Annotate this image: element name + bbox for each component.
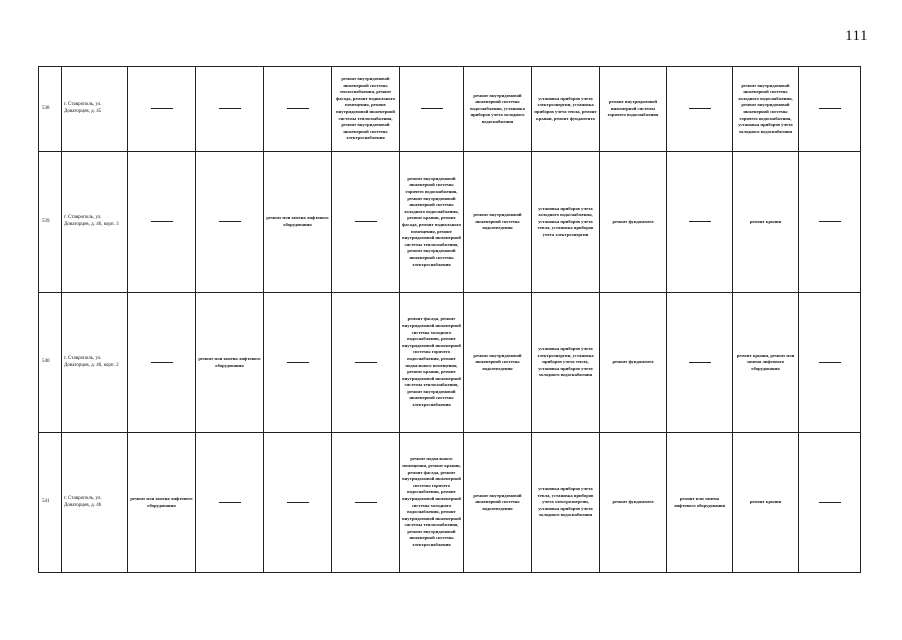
empty-dash-cell	[667, 67, 733, 152]
address-cell: г. Ставрополь, ул. Доваторцев, д. 46, корп. 3	[62, 152, 128, 293]
work-type-cell: ремонт внутридомовой инженерной системы водоотведения	[464, 293, 532, 433]
dash-mark	[287, 108, 309, 109]
address-cell: г. Ставрополь, ул. Доваторцев, д. 45	[62, 67, 128, 152]
work-type-cell: ремонт внутридомовой инженерной системы водоотведения	[464, 152, 532, 293]
empty-dash-cell	[196, 152, 264, 293]
work-type-cell: ремонт крыши	[733, 433, 799, 573]
dash-mark	[819, 502, 841, 503]
work-type-cell: установка приборов учета электроэнергии, установка приборов учета тепла, ремонт крыши, ремонт фундамента	[532, 67, 600, 152]
empty-dash-cell	[799, 67, 861, 152]
empty-dash-cell	[332, 152, 400, 293]
row-number: 540	[39, 293, 62, 433]
dash-mark	[151, 221, 173, 222]
dash-mark	[219, 221, 241, 222]
work-type-cell: установка приборов учета тепла, установка приборов учета электроэнергии, установка приборов учета холодного водоснабжения	[532, 433, 600, 573]
empty-dash-cell	[332, 293, 400, 433]
work-type-cell: установка приборов учета электроэнергии, установка приборов учета тепла, установка приборов учета холодного водоснабжения	[532, 293, 600, 433]
empty-dash-cell	[400, 67, 464, 152]
work-type-cell: ремонт или замена лифтового оборудования	[264, 152, 332, 293]
work-type-cell: ремонт внутридомовой инженерной системы горячего водоснабжения, ремонт внутридомовой инженерной системы холодного водоснабжения, ремонт крыши, ремонт фасада, ремонт подвального помещения, ремонт внутридомовой инженерной системы теплоснабжения, ремонт внутридомовой инженерной системы электроснабжения	[400, 152, 464, 293]
dash-mark	[819, 221, 841, 222]
empty-dash-cell	[667, 152, 733, 293]
empty-dash-cell	[264, 67, 332, 152]
dash-mark	[151, 108, 173, 109]
empty-dash-cell	[128, 293, 196, 433]
work-type-cell: ремонт внутридомовой инженерной системы водоснабжения, установка приборов учета холодного водоснабжения	[464, 67, 532, 152]
empty-dash-cell	[799, 433, 861, 573]
empty-dash-cell	[264, 433, 332, 573]
repair-schedule-table	[38, 66, 861, 573]
dash-mark	[421, 108, 443, 109]
dash-mark	[287, 362, 309, 363]
work-type-cell: ремонт внутридомовой инженерной системы холодного водоснабжения, ремонт внутридомовой инженерной системы горячего водоснабжения, установка приборов учета холодного водоснабжения	[733, 67, 799, 152]
page-number: 111	[845, 28, 868, 44]
dash-mark	[689, 362, 711, 363]
work-type-cell: ремонт или замена лифтового оборудования	[196, 293, 264, 433]
work-type-cell: ремонт фундамента	[600, 152, 667, 293]
dash-mark	[689, 221, 711, 222]
work-type-cell: установка приборов учета холодного водоснабжения, установка приборов учета тепла, установка приборов учета электроэнергии	[532, 152, 600, 293]
table-body	[39, 67, 861, 573]
work-type-cell: ремонт или замена лифтового оборудования	[128, 433, 196, 573]
empty-dash-cell	[332, 433, 400, 573]
dash-mark	[151, 362, 173, 363]
empty-dash-cell	[799, 293, 861, 433]
work-type-cell: ремонт подвального помещения, ремонт крыши, ремонт фасада, ремонт внутридомовой инженерной системы горячего водоснабжения, ремонт внутридомовой инженерной системы холодного водоснабжения, ремонт внутридомовой инженерной системы теплоснабжения, ремонт внутридомовой инженерной системы электроснабжения	[400, 433, 464, 573]
dash-mark	[219, 502, 241, 503]
work-type-cell: ремонт фундамента	[600, 293, 667, 433]
table-row	[39, 152, 861, 293]
address-cell: г. Ставрополь, ул. Доваторцев, д. 46	[62, 433, 128, 573]
empty-dash-cell	[128, 152, 196, 293]
work-type-cell: ремонт фасада, ремонт внутридомовой инженерной системы холодного водоснабжения, ремонт внутридомовой инженерной системы горячего водоснабжения, ремонт подвального помещения, ремонт крыши, ремонт внутридомовой инженерной системы теплоснабжения, ремонт внутридомовой инженерной системы электроснабжения	[400, 293, 464, 433]
work-type-cell: ремонт или замена лифтового оборудования	[667, 433, 733, 573]
work-type-cell: ремонт крыши	[733, 152, 799, 293]
dash-mark	[355, 362, 377, 363]
dash-mark	[689, 108, 711, 109]
dash-mark	[287, 502, 309, 503]
empty-dash-cell	[196, 433, 264, 573]
address-cell: г. Ставрополь, ул. Доваторцев, д. 46, корп. 2	[62, 293, 128, 433]
table-row	[39, 67, 861, 152]
row-number: 538	[39, 67, 62, 152]
empty-dash-cell	[799, 152, 861, 293]
dash-mark	[355, 221, 377, 222]
row-number: 539	[39, 152, 62, 293]
table-row	[39, 433, 861, 573]
dash-mark	[819, 362, 841, 363]
dash-mark	[355, 502, 377, 503]
empty-dash-cell	[667, 293, 733, 433]
work-type-cell: ремонт внутридомовой инженерной системы горячего водоснабжения	[600, 67, 667, 152]
dash-mark	[819, 108, 841, 109]
dash-mark	[219, 108, 241, 109]
empty-dash-cell	[196, 67, 264, 152]
work-type-cell: ремонт фундамента	[600, 433, 667, 573]
empty-dash-cell	[264, 293, 332, 433]
work-type-cell: ремонт крыши, ремонт или замена лифтового оборудования	[733, 293, 799, 433]
empty-dash-cell	[128, 67, 196, 152]
work-type-cell: ремонт внутридомовой инженерной системы теплоснабжения, ремонт фасада, ремонт подвального помещения, ремонт внутридомовой инженерной системы теплоснабжения, ремонт внутридомовой инженерной системы электроснабжения	[332, 67, 400, 152]
row-number: 541	[39, 433, 62, 573]
table-row	[39, 293, 861, 433]
work-type-cell: ремонт внутридомовой инженерной системы водоотведения	[464, 433, 532, 573]
